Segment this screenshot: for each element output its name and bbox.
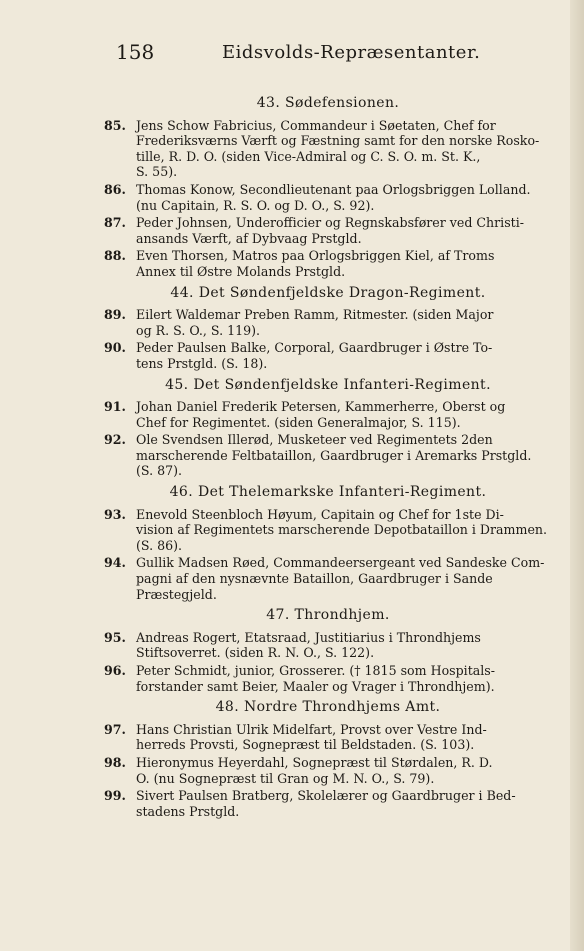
entry-line: forstander samt Beier, Maaler og Vrager i Throndhjem). xyxy=(136,678,495,694)
entry-line: (nu Capitain, R. S. O. og D. O., S. 92). xyxy=(136,197,375,213)
entry-line: Johan Daniel Frederik Petersen, Kammerherre, Oberst og xyxy=(136,399,506,415)
entry xyxy=(104,399,552,430)
running-title: Eidsvolds-Repræsentanter. xyxy=(222,42,481,63)
entry-line: ansands Værft, af Dybvaag Prstgld. xyxy=(136,230,362,246)
entry-line: Hans Christian Ulrik Midelfart, Provst over Vestre Ind- xyxy=(136,721,487,737)
entry xyxy=(104,307,552,338)
page-header xyxy=(0,40,584,70)
entry-number: 87. xyxy=(104,215,126,231)
entry-line: og R. S. O., S. 119). xyxy=(136,322,261,338)
entry-line: Peter Schmidt, junior, Grosserer. († 1815 som Hospitals- xyxy=(136,663,496,678)
entry-number: 96. xyxy=(104,663,126,678)
entry-line: O. (nu Sognepræst til Gran og M. N. O., S. 79). xyxy=(136,770,435,786)
entry-line: Annex til Østre Molands Prstgld. xyxy=(136,263,346,279)
entry-number: 91. xyxy=(104,399,126,415)
entry-line: Thomas Konow, Secondlieutenant paa Orlogsbriggen Lolland. xyxy=(136,181,531,197)
entry-line: Peder Paulsen Balke, Corporal, Gaardbruger i Østre To- xyxy=(136,340,493,356)
section-heading: 44. Det Søndenfjeldske Dragon-Regiment. xyxy=(170,284,486,301)
entry-line: Chef for Regimentet. (siden Generalmajor, S. 115). xyxy=(136,414,461,430)
entry-number: 89. xyxy=(104,307,126,323)
entry-number: 99. xyxy=(104,788,126,804)
entry-line: Enevold Steenbloch Høyum, Capitain og Chef for 1ste Di- xyxy=(136,506,504,522)
entry-text xyxy=(136,182,552,213)
entry-line: Præstegjeld. xyxy=(136,586,217,602)
entry-line: Frederiksværns Værft og Fæstning samt for den norske Rosko- xyxy=(136,133,540,149)
section-heading: 45. Det Søndenfjeldske Infanteri-Regiment. xyxy=(165,376,491,393)
section-heading: 48. Nordre Throndhjems Amt. xyxy=(215,699,441,716)
entry-number: 95. xyxy=(104,629,126,645)
entry-text xyxy=(136,399,552,430)
entry-text xyxy=(136,630,552,661)
entry-line: stadens Prstgld. xyxy=(136,803,240,819)
entry xyxy=(104,507,552,554)
entry-number: 85. xyxy=(104,117,126,133)
entry-line: (S. 87). xyxy=(136,463,183,479)
entry-text xyxy=(136,432,552,479)
entry-text xyxy=(136,307,552,338)
entry-number: 88. xyxy=(104,248,126,264)
entry-line: pagni af den nysnævnte Bataillon, Gaardbruger i Sande xyxy=(136,571,493,587)
entry-line: herreds Provsti, Sognepræst til Beldstaden. (S. 103). xyxy=(136,737,475,753)
entry-line: Sivert Paulsen Bratberg, Skolelærer og Gaardbruger i Bed- xyxy=(136,788,516,804)
entry-line: Stiftsoverret. (siden R. N. O., S. 122). xyxy=(136,645,375,661)
entry xyxy=(104,215,552,246)
entry-line: (S. 86). xyxy=(136,537,183,553)
entry-line: vision af Regimentets marscherende Depotbataillon i Drammen. xyxy=(136,522,548,538)
entry-text xyxy=(136,215,552,246)
entry-line: tille, R. D. O. (siden Vice-Admiral og C. S. O. m. St. K., xyxy=(136,148,481,164)
entry xyxy=(104,555,552,602)
entry-text xyxy=(136,507,552,554)
entry-line: Gullik Madsen Røed, Commandeersergeant ved Sandeske Com- xyxy=(136,555,545,571)
entry-text xyxy=(136,722,552,753)
entry-line: Ole Svendsen Illerød, Musketeer ved Regimentets 2den xyxy=(136,432,493,448)
entry-line: Eilert Waldemar Preben Ramm, Ritmester. (siden Major xyxy=(136,307,494,323)
entry xyxy=(104,340,552,371)
entry xyxy=(104,788,552,819)
entry xyxy=(104,182,552,213)
section-heading: 46. Det Thelemarkske Infanteri-Regiment. xyxy=(169,484,487,501)
entry-text xyxy=(136,663,552,694)
entry-line: Peder Johnsen, Underofficier og Regnskabsfører ved Christi- xyxy=(136,215,525,231)
page-body xyxy=(104,90,552,821)
entry-number: 98. xyxy=(104,754,126,770)
entry-number: 93. xyxy=(104,506,126,522)
entry xyxy=(104,755,552,786)
entry-number: 86. xyxy=(104,181,126,197)
entry-number: 90. xyxy=(104,340,126,356)
entry-text xyxy=(136,248,552,279)
entry-number: 97. xyxy=(104,721,126,737)
entry-line: tens Prstgld. (S. 18). xyxy=(136,355,268,371)
page-number: 158 xyxy=(116,40,155,64)
entry-text xyxy=(136,555,552,602)
entry xyxy=(104,722,552,753)
entry xyxy=(104,118,552,180)
page-edge xyxy=(570,0,584,951)
entry-text xyxy=(136,340,552,371)
entry xyxy=(104,248,552,279)
entry-text xyxy=(136,118,552,180)
entry-text xyxy=(136,788,552,819)
entry xyxy=(104,663,552,694)
section-heading: 43. Sødefensionen. xyxy=(256,95,400,111)
entry-line: S. 55). xyxy=(136,164,178,180)
entry xyxy=(104,432,552,479)
entry-line: marscherende Feltbataillon, Gaardbruger i Aremarks Prstgld. xyxy=(136,447,532,463)
entry-text xyxy=(136,755,552,786)
entry-line: Jens Schow Fabricius, Commandeur i Søetaten, Chef for xyxy=(136,117,496,133)
section-heading: 47. Throndhjem. xyxy=(266,607,390,624)
entry-line: Hieronymus Heyerdahl, Sognepræst til Størdalen, R. D. xyxy=(136,754,493,770)
entry xyxy=(104,630,552,661)
entry-line: Even Thorsen, Matros paa Orlogsbriggen Kiel, af Troms xyxy=(136,248,495,264)
entry-line: Andreas Rogert, Etatsraad, Justitiarius i Throndhjems xyxy=(136,629,481,645)
entry-number: 94. xyxy=(104,555,126,571)
entry-number: 92. xyxy=(104,432,126,448)
